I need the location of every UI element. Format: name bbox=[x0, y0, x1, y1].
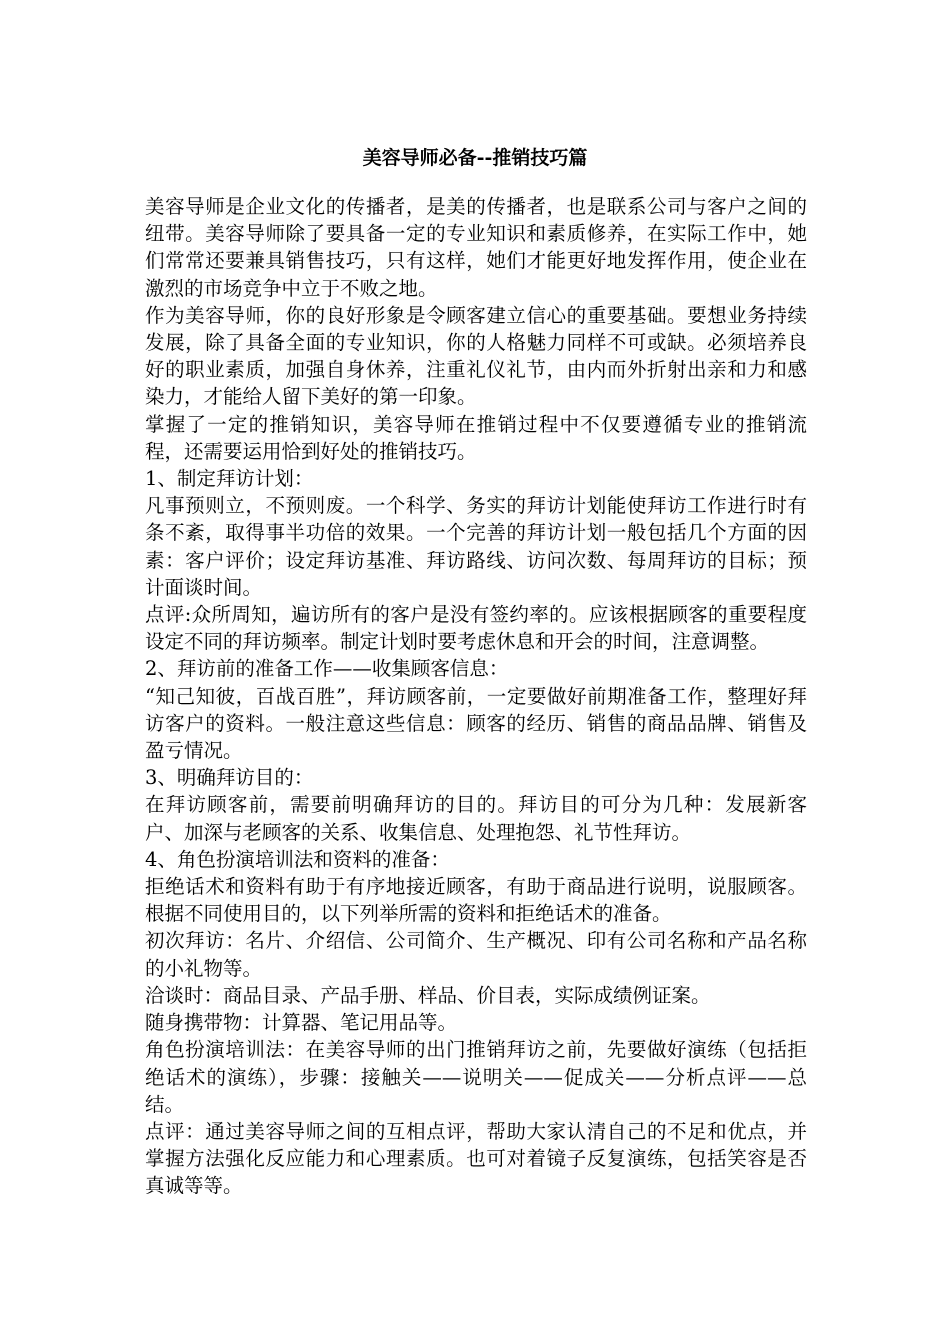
first-visit-items: 初次拜访：名片、介绍信、公司简介、生产概况、印有公司名称和产品名称的小礼物等。 bbox=[145, 929, 807, 980]
role-play-paragraph: 角色扮演培训法：在美容导师的出门推销拜访之前，先要做好演练（包括拒绝话术的演练），步骤：接触关——说明关——促成关——分析点评——总结。 bbox=[145, 1038, 807, 1116]
intro-paragraph: 美容导师是企业文化的传播者，是美的传播者，也是联系公司与客户之间的纽带。美容导师除了要具备一定的专业知识和素质修养，在实际工作中，她们常常还要兼具销售技巧，只有这样，她们才能更好地发挥作用，使企业在激烈的市场竞争中立于不败之地。 bbox=[145, 195, 807, 300]
section-heading-4: 4、角色扮演培训法和资料的准备： bbox=[145, 847, 450, 871]
section-4-paragraph: 拒绝话术和资料有助于有序地接近顾客，有助于商品进行说明，说服顾客。根据不同使用目的，以下列举所需的资料和拒绝话术的准备。 bbox=[145, 875, 807, 926]
image-paragraph: 作为美容导师，你的良好形象是令顾客建立信心的重要基础。要想业务持续发展，除了具备全面的专业知识，你的人格魅力同样不可或缺。必须培养良好的职业素质，加强自身休养，注重礼仪礼节，由内而外折射出亲和力和感染力，才能给人留下美好的第一印象。 bbox=[145, 303, 807, 409]
section-heading-1: 1、制定拜访计划： bbox=[145, 467, 314, 491]
document-body bbox=[145, 193, 807, 1200]
carry-items: 随身携带物：计算器、笔记用品等。 bbox=[145, 1011, 458, 1035]
section-4-comment: 点评：通过美容导师之间的互相点评，帮助大家认清自己的不足和优点，并掌握方法强化反应能力和心理素质。也可对着镜子反复演练，包括笑容是否真诚等等。 bbox=[145, 1119, 807, 1198]
skills-paragraph: 掌握了一定的推销知识，美容导师在推销过程中不仅要遵循专业的推销流程，还需要运用恰到好处的推销技巧。 bbox=[145, 412, 807, 463]
section-3-paragraph: 在拜访顾客前，需要前明确拜访的目的。拜访目的可分为几种：发展新客户、加深与老顾客的关系、收集信息、处理抱怨、礼节性拜访。 bbox=[145, 793, 807, 844]
section-heading-2: 2、拜访前的准备工作——收集顾客信息： bbox=[145, 657, 509, 681]
section-1-paragraph: 凡事预则立，不预则废。一个科学、务实的拜访计划能使拜访工作进行时有条不紊，取得事半功倍的效果。一个完善的拜访计划一般包括几个方面的因素：客户评价；设定拜访基准、拜访路线、访问次数、每周拜访的目标；预计面谈时间。 bbox=[145, 494, 807, 599]
document-title: 美容导师必备--推销技巧篇 bbox=[362, 147, 588, 169]
section-2-paragraph: “知己知彼，百战百胜”，拜访顾客前，一定要做好前期准备工作，整理好拜访客户的资料。一般注意这些信息：顾客的经历、销售的商品品牌、销售及盈亏情况。 bbox=[145, 684, 807, 763]
section-1-comment: 点评:众所周知，遍访所有的客户是没有签约率的。应该根据顾客的重要程度设定不同的拜访频率。制定计划时要考虑休息和开会的时间，注意调整。 bbox=[145, 603, 807, 654]
negotiation-items: 洽谈时：商品目录、产品手册、样品、价目表，实际成绩例证案。 bbox=[145, 983, 711, 1007]
section-heading-3: 3、明确拜访目的： bbox=[145, 766, 314, 790]
